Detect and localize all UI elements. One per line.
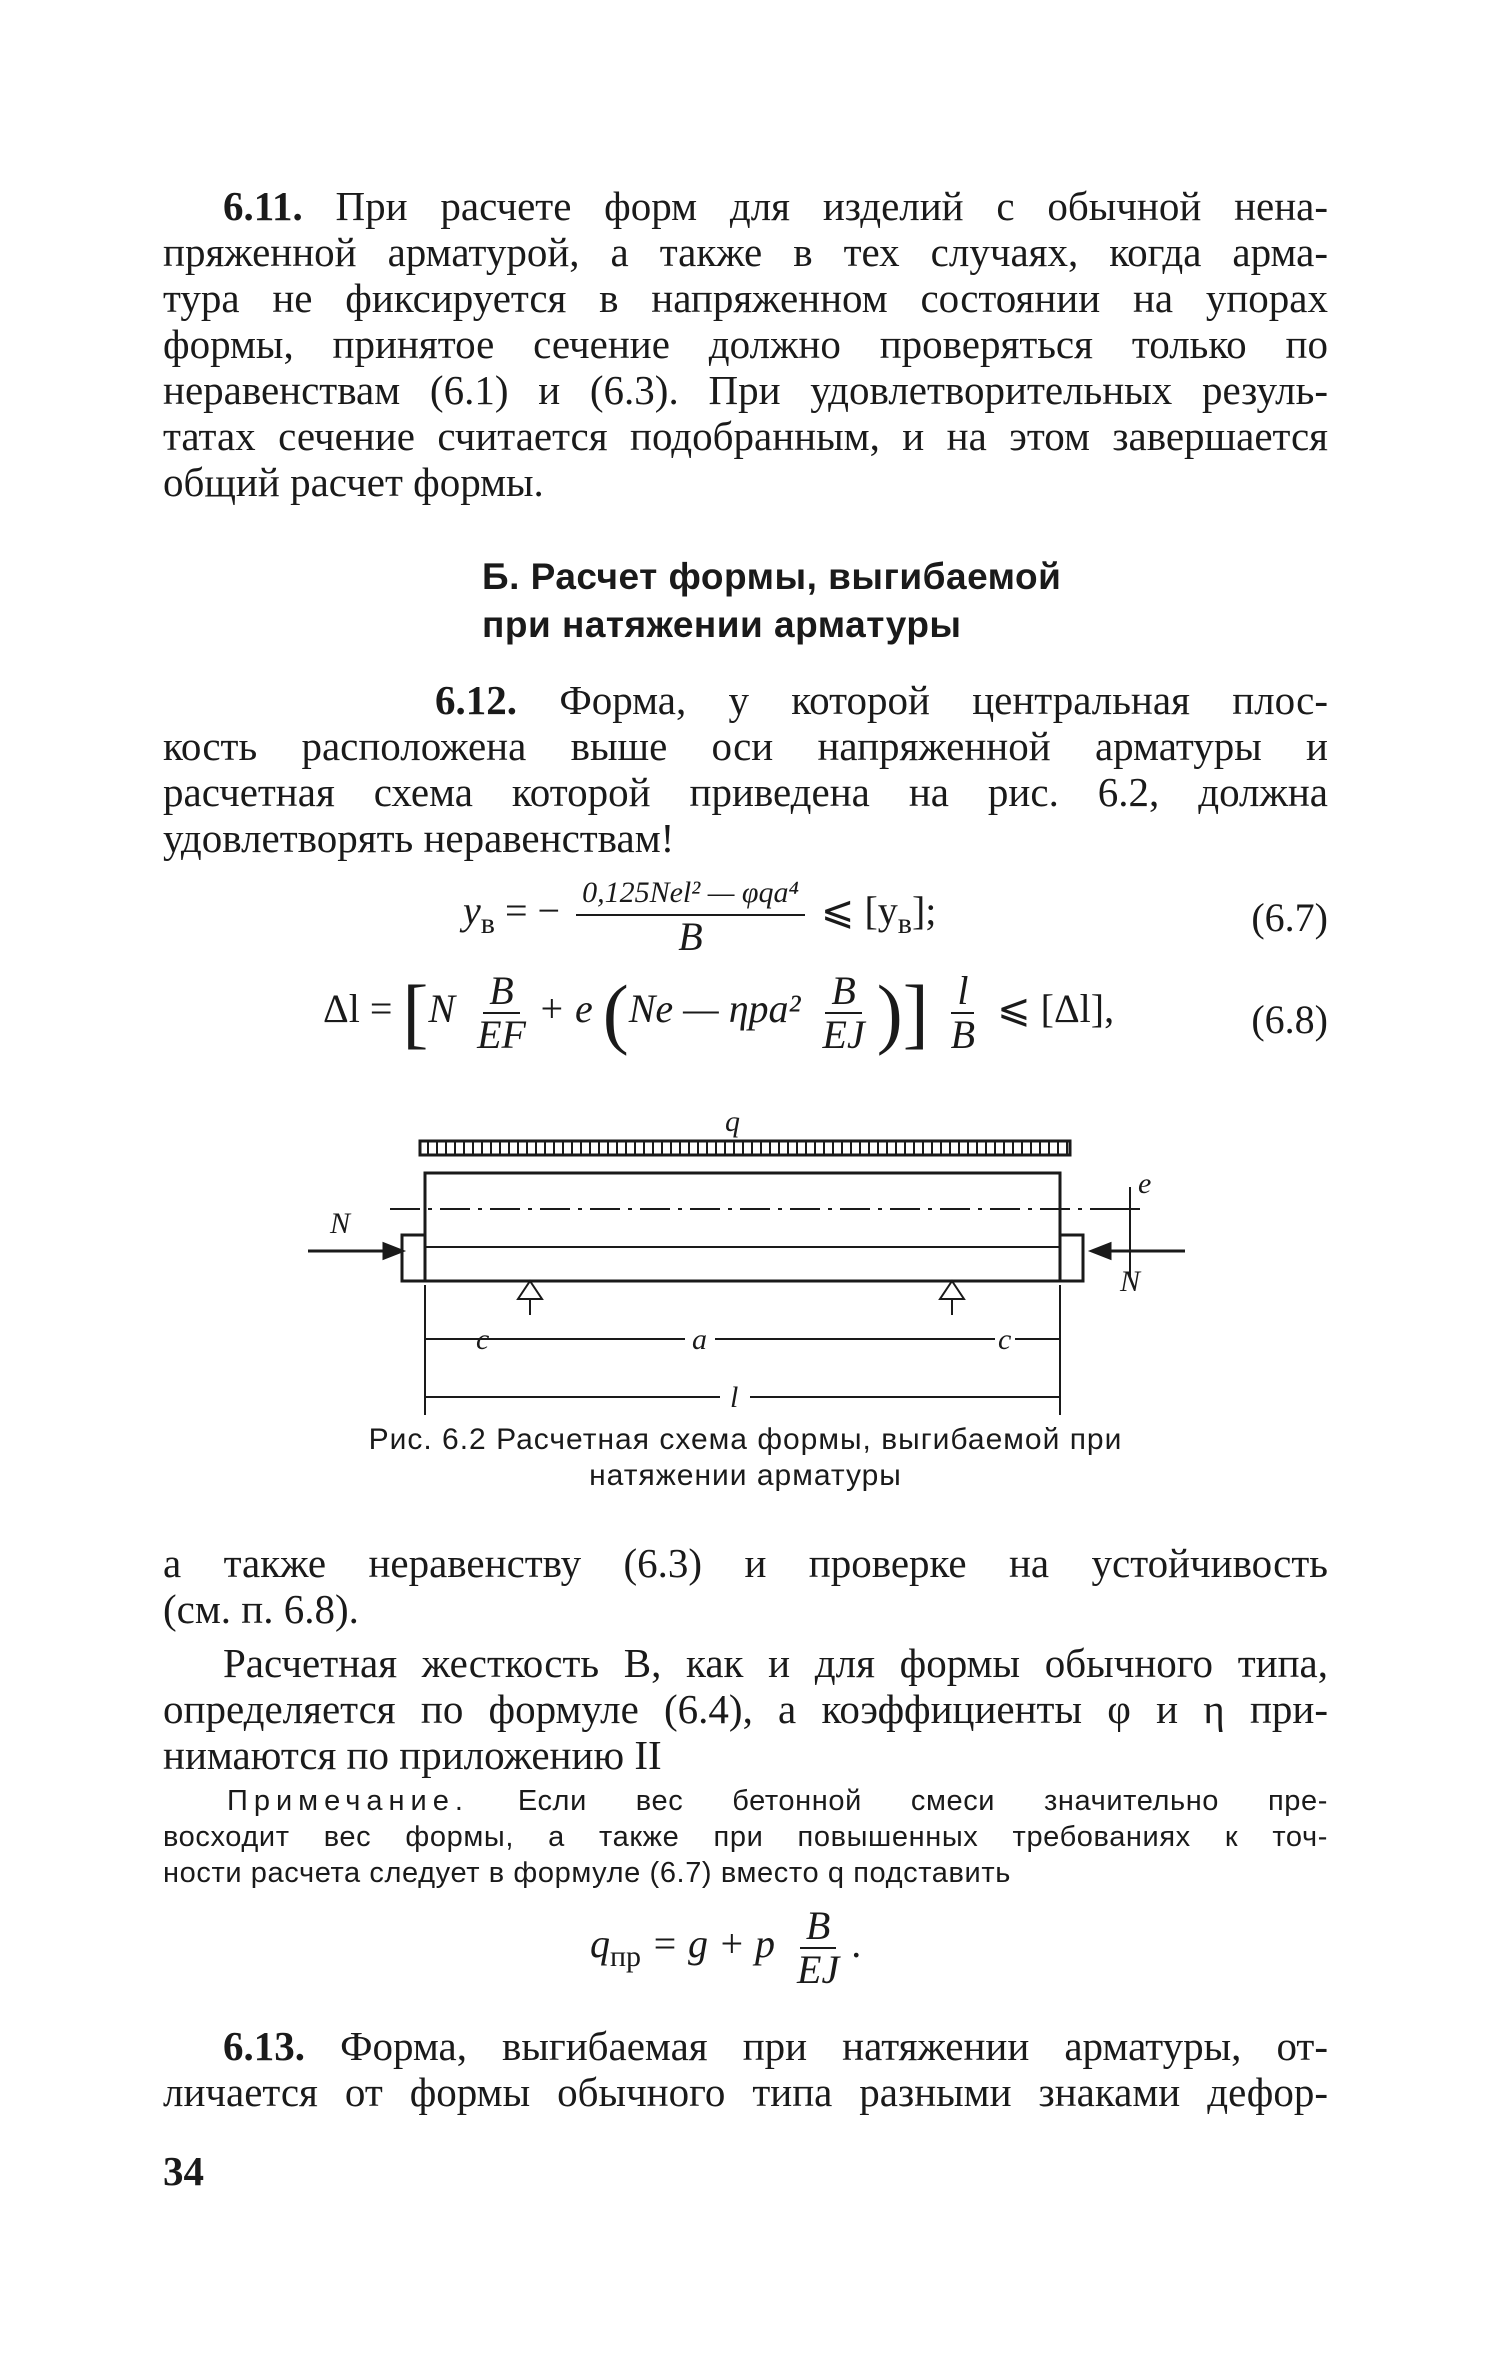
force-label-right: N xyxy=(1120,1265,1141,1298)
text-line: определяется по формуле (6.4), а коэффициенты φ и η при- xyxy=(163,1686,1328,1732)
support-right xyxy=(940,1281,964,1299)
load-label: q xyxy=(725,1105,740,1138)
paragraph-6-11 xyxy=(163,183,1328,505)
paragraph-number: 6.13. xyxy=(223,2023,305,2069)
text-line: формы, принятое сечение должно проверяться только по xyxy=(163,321,1328,367)
text-line: личается от формы обычного типа разными знаками дефор- xyxy=(163,2069,1328,2115)
equation-body: $y_в$ = − $\frac{\text{0,125Nel² — φqa⁴}}{B}$ ⩽ $[y_в]$; xyxy=(463,872,936,958)
fraction: $\frac{B}{EJ}$ xyxy=(822,968,865,1057)
text-line: 6.12. Форма, у которой центральная плос- xyxy=(435,677,1328,723)
text-line: ности расчета следует в формуле (6.7) вместо q подставить xyxy=(163,1857,1011,1889)
text-line: тура не фиксируется в напряженном состоянии на упорах xyxy=(163,275,1328,321)
arrow-right-icon xyxy=(384,1244,402,1258)
force-label-left: N xyxy=(330,1207,351,1240)
paragraph-stiffness xyxy=(163,1640,1328,1778)
text-line: неравенствам (6.1) и (6.3). При удовлетворительных резуль- xyxy=(163,367,1328,413)
text-line: удовлетворять неравенствам! xyxy=(163,815,675,861)
beam-diagram xyxy=(290,1105,1210,1415)
paragraph-6-12 xyxy=(163,677,1328,861)
note-label: Примечание. xyxy=(227,1785,469,1817)
note xyxy=(163,1783,1328,1891)
paragraph-after-figure xyxy=(163,1540,1328,1632)
text-line: восходит вес формы, а также при повышенных требованиях к точ- xyxy=(163,1821,1328,1853)
fraction: $\frac{\text{0,125Nel² — φqa⁴}}{B}$ xyxy=(576,872,805,958)
paragraph-6-13 xyxy=(163,2023,1328,2115)
text-line: пряженной арматурой, а также в тех случаях, когда арма- xyxy=(163,229,1328,275)
figure-caption: Рис. 6.2 Расчетная схема формы, выгибаемой при натяжении арматуры xyxy=(368,1423,1123,1492)
text-line: а также неравенству (6.3) и проверке на устойчивость xyxy=(163,1540,1328,1586)
equation-body: Δl = [N $\frac{B}{EF}$ + e (Ne — ηpa² $\frac{B}{EJ}$ )] $\frac{l}{B}$ ⩽ [Δl], xyxy=(323,968,1115,1057)
end-block-right xyxy=(1060,1235,1083,1281)
fraction: $\frac{B}{EJ}$ xyxy=(797,1903,840,1992)
paragraph-number: 6.11. xyxy=(223,183,303,229)
fraction: $\frac{B}{EF}$ xyxy=(477,968,526,1057)
text-line: общий расчет формы. xyxy=(163,459,544,505)
text-line: нимаются по приложению II xyxy=(163,1732,662,1778)
equation-number: (6.7) xyxy=(1251,895,1328,940)
equation-6-7 xyxy=(163,872,1328,968)
text-line: расчетная схема которой приведена на рис. 6.2, должна xyxy=(163,769,1328,815)
load-ticks xyxy=(428,1141,1067,1155)
text-line: кость расположена выше оси напряженной арматуры и xyxy=(163,723,1328,769)
equation-6-8 xyxy=(163,970,1328,1080)
text-line: татах сечение считается подобранным, и на этом завершается xyxy=(163,413,1328,459)
dimension-a: a xyxy=(692,1323,707,1356)
page-number: 34 xyxy=(163,2148,204,2194)
equation-qpr: $q_{пр} = g + p$ $\frac{B}{EJ}$ . xyxy=(590,1903,862,1992)
beam xyxy=(425,1173,1060,1281)
text-line: Примечание. Если вес бетонной смеси значительно пре- xyxy=(227,1785,1328,1817)
section-heading: Б. Расчет формы, выгибаемой при натяжении арматуры xyxy=(482,556,1062,645)
dimension-c-right: c xyxy=(998,1323,1012,1356)
paragraph-number: 6.12. xyxy=(435,677,517,723)
dimension-l: l xyxy=(730,1381,739,1414)
end-block-left xyxy=(402,1235,425,1281)
fraction: $\frac{l}{B}$ xyxy=(950,968,976,1057)
text-line: 6.11. При расчете форм для изделий с обычной нена- xyxy=(223,183,1329,229)
eccentricity-label: e xyxy=(1138,1167,1152,1200)
arrow-left-icon xyxy=(1092,1244,1110,1258)
text-line: (см. п. 6.8). xyxy=(163,1586,359,1632)
dimension-c-left: c xyxy=(476,1323,490,1356)
equation-number: (6.8) xyxy=(1251,997,1328,1042)
text-line: 6.13. Форма, выгибаемая при натяжении арматуры, от- xyxy=(223,2023,1328,2069)
text-line: Расчетная жесткость B, как и для формы обычного типа, xyxy=(223,1640,1328,1686)
support-left xyxy=(518,1281,542,1299)
